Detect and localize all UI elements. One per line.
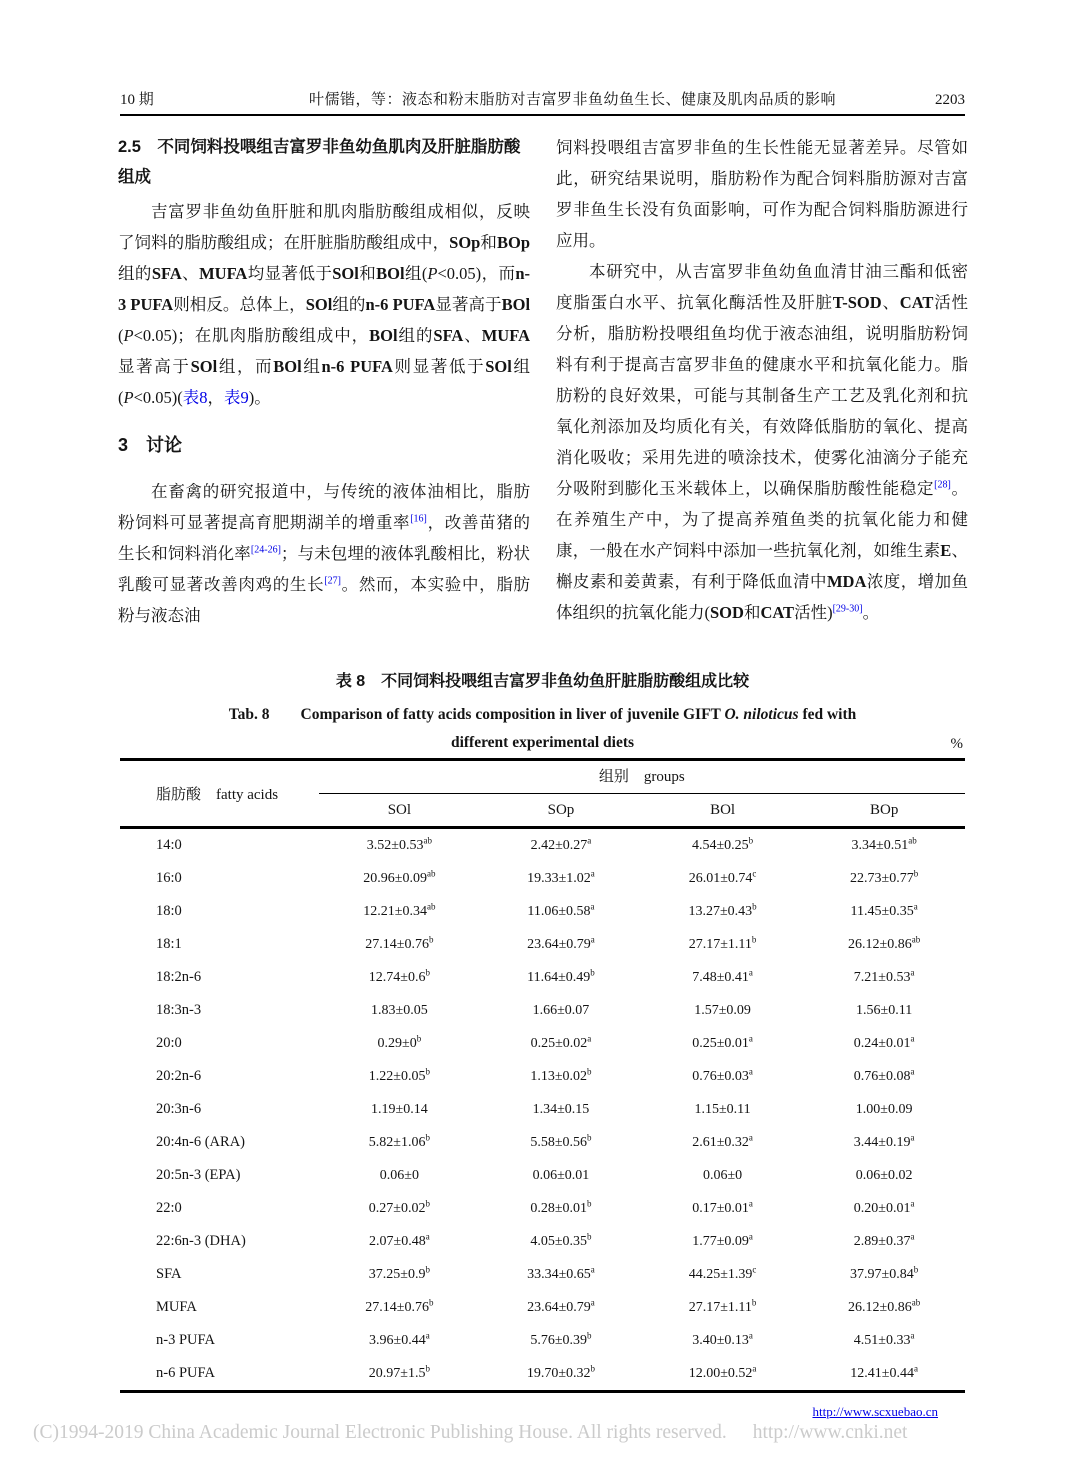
table-caption-en-line1: Tab. 8 Comparison of fatty acids composition in liver of juvenile GIFT O. niloticus fed with — [228, 706, 857, 723]
group-header-label: 组别 groups — [598, 769, 685, 785]
table-cell-value: 19.70±0.32$^b$ — [526, 1362, 596, 1381]
fatty-acid-label: 20:0 — [156, 1035, 182, 1051]
table-row — [120, 1159, 965, 1192]
citation-ref-link[interactable]: [29-30] — [832, 603, 863, 615]
table-cell-value: 2.89±0.37$^a$ — [853, 1230, 915, 1249]
table-cell-value: 0.76±0.03$^a$ — [692, 1065, 753, 1084]
table-row — [120, 1324, 965, 1357]
table-row — [120, 895, 965, 928]
table-cell-value: 12.41±0.44$^a$ — [850, 1362, 918, 1381]
table-cell-value: 3.52±0.53$^{ab}$ — [366, 834, 432, 853]
table-row — [120, 994, 965, 1027]
group-column-header: BOl — [710, 802, 736, 818]
section-3-heading: 3 讨论 — [118, 435, 183, 455]
table-cell-value: 1.77±0.09$^a$ — [692, 1230, 753, 1249]
table-cell-value: 27.14±0.76$^b$ — [365, 933, 434, 952]
fatty-acid-label: 14:0 — [156, 837, 182, 853]
copyright-text: (C)1994-2019 China Academic Journal Electronic Publishing House. All rights reserved. — [33, 1422, 727, 1443]
table-header — [120, 761, 965, 826]
column-header-fatty-acids: 脂肪酸 fatty acids — [156, 787, 279, 803]
header-rule — [120, 114, 965, 116]
issue-number: 10 期 — [120, 92, 154, 108]
table-cell-value: 12.00±0.52$^a$ — [688, 1362, 757, 1381]
citation-ref-link[interactable]: [28] — [934, 479, 951, 491]
table-cell-value: 1.22±0.05$^b$ — [368, 1065, 430, 1084]
table-cell-value: 19.33±1.02$^a$ — [527, 867, 595, 886]
group-column-header: SOp — [547, 802, 575, 818]
table-cell-value: 0.25±0.01$^a$ — [692, 1032, 753, 1051]
table-row — [120, 1291, 965, 1324]
paragraph-growth-continuation: 饲料投喂组吉富罗非鱼的生长性能无显著差异。尽管如此，研究结果说明，脂肪粉作为配合饲料脂肪源对吉富罗非鱼生长没有负面影响，可作为配合饲料脂肪源进行应用。 — [556, 138, 968, 250]
citation-ref-link[interactable]: [24-26] — [250, 544, 281, 556]
fatty-acid-label: MUFA — [156, 1299, 197, 1315]
table-caption-en-line2: different experimental diets — [450, 734, 635, 751]
table-row — [120, 1192, 965, 1225]
table-cell-value: 37.25±0.9$^b$ — [368, 1263, 430, 1282]
table-cell-value: 27.17±1.11$^b$ — [688, 933, 757, 952]
table-row — [120, 928, 965, 961]
table-cell-value: 3.96±0.44$^a$ — [369, 1329, 430, 1348]
table-cell-value: 11.45±0.35$^a$ — [850, 900, 918, 919]
citation-ref-link[interactable]: [27] — [324, 575, 341, 587]
table-cell-value: 2.07±0.48$^a$ — [369, 1230, 430, 1249]
table-bottom-rule — [120, 1390, 965, 1393]
table-cell-value: 0.06±0.02 — [855, 1167, 913, 1183]
table-cell-value: 0.25±0.02$^a$ — [530, 1032, 592, 1051]
table-cell-value: 22.73±0.77$^b$ — [850, 867, 919, 886]
page-number: 2203 — [935, 92, 965, 108]
paragraph-fatty-acid-results: 吉富罗非鱼幼鱼肝脏和肌肉脂肪酸组成相似，反映了饲料的脂肪酸组成；在肝脏脂肪酸组成中，SOp和BOp组的SFA、MUFA均显著低于SOl和BOl组(P<0.05)，而n-3 PUFA则相反。总体上，SOl组的n-6 PUFA显著高于BOl (P<0.05)；在肌肉脂肪酸组成中，BOl组的SFA、MUFA显著高于SOl组，而BOl组n-6 PUFA则显著低于SOl组(P<0.05)(表8，表9)。 — [118, 202, 531, 407]
fatty-acid-label: 18:1 — [156, 936, 182, 952]
group-column-header: BOp — [870, 802, 899, 818]
table-cell-value: 11.64±0.49$^b$ — [527, 966, 595, 985]
fatty-acid-label: 18:2n-6 — [156, 969, 202, 985]
table-cell-value: 7.21±0.53$^a$ — [853, 966, 915, 985]
table-cell-value: 0.27±0.02$^b$ — [368, 1197, 430, 1216]
table-cell-value: 23.64±0.79$^a$ — [527, 933, 595, 952]
table-cell-value: 4.54±0.25$^b$ — [691, 834, 754, 853]
fatty-acid-label: n-3 PUFA — [156, 1332, 215, 1348]
section-2-5-heading: 2.5 不同饲料投喂组吉富罗非鱼幼鱼肌肉及肝脏脂肪酸组成 — [118, 138, 521, 186]
paragraph-discussion: 在畜禽的研究报道中，与传统的液体油相比，脂肪粉饲料可显著提高育肥期湖羊的增重率[16]，改善苗猪的生长和饲料消化率[24-26]；与未包埋的液体乳酸相比，粉状乳酸可显著改善肉鸡的生长[27]。然而，本实验中，脂肪粉与液态油 — [118, 482, 531, 625]
table-cell-value: 27.14±0.76$^b$ — [365, 1296, 434, 1315]
citation-ref-link[interactable]: [16] — [410, 513, 427, 525]
fatty-acid-label: 20:5n-3 (EPA) — [156, 1167, 241, 1183]
table-cell-value: 23.64±0.79$^a$ — [527, 1296, 595, 1315]
table-cell-value: 4.05±0.35$^b$ — [530, 1230, 592, 1249]
table-cell-value: 27.17±1.11$^b$ — [688, 1296, 757, 1315]
fatty-acid-label: 16:0 — [156, 870, 182, 886]
table-cell-value: 13.27±0.43$^b$ — [688, 900, 757, 919]
table-row — [120, 1126, 965, 1159]
table-cell-value: 26.12±0.86$^{ab}$ — [848, 1296, 921, 1315]
table-row — [120, 961, 965, 994]
table-cell-value: 37.97±0.84$^b$ — [850, 1263, 919, 1282]
table-row — [120, 1093, 965, 1126]
table-cell-value: 0.24±0.01$^a$ — [853, 1032, 915, 1051]
table-cell-value: 1.83±0.05 — [371, 1002, 428, 1018]
table-cell-value: 7.48±0.41$^a$ — [692, 966, 753, 985]
table-cell-value: 0.28±0.01$^b$ — [530, 1197, 592, 1216]
table-cell-value: 2.42±0.27$^a$ — [530, 834, 592, 853]
table-row — [120, 1258, 965, 1291]
table-cell-value: 26.12±0.86$^{ab}$ — [848, 933, 921, 952]
table-cell-value: 12.74±0.6$^b$ — [368, 966, 430, 985]
table-cell-value: 3.40±0.13$^a$ — [692, 1329, 753, 1348]
table-ref-link[interactable]: 表8 — [182, 388, 208, 407]
table-cell-value: 1.66±0.07 — [532, 1002, 590, 1018]
table-cell-value: 20.96±0.09$^{ab}$ — [363, 867, 436, 886]
table-cell-value: 33.34±0.65$^a$ — [527, 1263, 595, 1282]
table-cell-value: 1.15±0.11 — [694, 1101, 751, 1117]
table-cell-value: 0.20±0.01$^a$ — [853, 1197, 915, 1216]
cnki-url-text: http://www.cnki.net — [752, 1422, 908, 1443]
running-title: 叶儒锴，等：液态和粉末脂肪对吉富罗非鱼幼鱼生长、健康及肌肉品质的影响 — [308, 92, 836, 108]
fatty-acid-label: 20:2n-6 — [156, 1068, 202, 1084]
table-row — [120, 1027, 965, 1060]
group-column-header: SOl — [387, 802, 412, 818]
table-cell-value: 12.21±0.34$^{ab}$ — [363, 900, 436, 919]
table-cell-value: 26.01±0.74$^c$ — [688, 867, 757, 886]
table-cell-value: 0.06±0.01 — [532, 1167, 590, 1183]
table-caption-cn: 表 8 不同饲料投喂组吉富罗非鱼幼鱼肝脏脂肪酸组成比较 — [335, 673, 750, 690]
table-cell-value: 2.61±0.32$^a$ — [692, 1131, 753, 1150]
copyright-watermark — [33, 1422, 1043, 1444]
table-cell-value: 1.56±0.11 — [856, 1002, 913, 1018]
table-row — [120, 1357, 965, 1390]
table-row — [120, 862, 965, 895]
right-column — [556, 132, 968, 628]
table-unit-percent: % — [950, 736, 963, 752]
fatty-acid-label: 20:4n-6 (ARA) — [156, 1134, 246, 1150]
table-cell-value: 0.17±0.01$^a$ — [692, 1197, 753, 1216]
table-cell-value: 1.19±0.14 — [371, 1101, 428, 1117]
journal-url-link[interactable]: http://www.scxuebao.cn — [812, 1404, 938, 1419]
table-cell-value: 1.57±0.09 — [694, 1002, 751, 1018]
running-header — [120, 88, 965, 109]
fatty-acid-label: n-6 PUFA — [156, 1365, 215, 1381]
fatty-acid-label: SFA — [156, 1266, 182, 1282]
left-column — [118, 132, 530, 631]
table-cell-value: 1.13±0.02$^b$ — [530, 1065, 592, 1084]
fatty-acid-label: 22:0 — [156, 1200, 182, 1216]
table-cell-value: 4.51±0.33$^a$ — [853, 1329, 915, 1348]
fatty-acid-label: 18:0 — [156, 903, 182, 919]
fatty-acid-label: 22:6n-3 (DHA) — [156, 1233, 246, 1249]
group-header-block — [319, 761, 965, 826]
paragraph-antioxidant: 本研究中，从吉富罗非鱼幼鱼血清甘油三酯和低密度脂蛋白水平、抗氧化酶活性及肝脏T-SOD、CAT活性分析，脂肪粉投喂组鱼均优于液态油组，说明脂肪粉饲料有利于提高吉富罗非鱼的健康水平和抗氧化能力。脂肪粉的良好效果，可能与其制备生产工艺及乳化剂和抗氧化剂添加及均质化有关，有效降低脂肪的氧化、提高消化吸收；采用先进的喷涂技术，使雾化油滴分子能充分吸附到膨化玉米载体上，以确保脂肪酸性能稳定[28]。在养殖生产中，为了提高养殖鱼类的抗氧化能力和健康，一般在水产饲料中添加一些抗氧化剂，如维生素E、槲皮素和姜黄素，有利于降低血清中MDA浓度，增加鱼体组织的抗氧化能力(SOD和CAT活性)[29-30]。 — [556, 262, 969, 622]
table-row — [120, 829, 965, 862]
fatty-acid-label: 18:3n-3 — [156, 1002, 202, 1018]
table-cell-value: 5.76±0.39$^b$ — [530, 1329, 592, 1348]
table-cell-value: 20.97±1.5$^b$ — [368, 1362, 430, 1381]
table-row — [120, 1225, 965, 1258]
table-cell-value: 1.34±0.15 — [532, 1101, 590, 1117]
table-cell-value: 3.44±0.19$^a$ — [853, 1131, 915, 1150]
table-cell-value: 1.00±0.09 — [855, 1101, 913, 1117]
table-cell-value: 0.06±0 — [702, 1167, 743, 1183]
group-name-row — [319, 794, 965, 826]
table-body — [120, 829, 965, 1390]
table-cell-value: 5.58±0.56$^b$ — [530, 1131, 592, 1150]
table-cell-value: 44.25±1.39$^c$ — [688, 1263, 757, 1282]
table-row — [120, 1060, 965, 1093]
table-cell-value: 5.82±1.06$^b$ — [368, 1131, 430, 1150]
table-cell-value: 0.76±0.08$^a$ — [853, 1065, 915, 1084]
table-cell-value: 11.06±0.58$^a$ — [527, 900, 595, 919]
table-ref-link[interactable]: 表9 — [224, 388, 249, 407]
fatty-acid-label: 20:3n-6 — [156, 1101, 202, 1117]
table-cell-value: $0.29\pm 0^b$ — [377, 1032, 422, 1051]
table-8-block — [120, 668, 965, 1393]
table-cell-value: 3.34±0.51$^{ab}$ — [851, 834, 917, 853]
table-caption-en-line2-row — [120, 734, 965, 758]
table-cell-value: 0.06±0 — [379, 1167, 419, 1183]
